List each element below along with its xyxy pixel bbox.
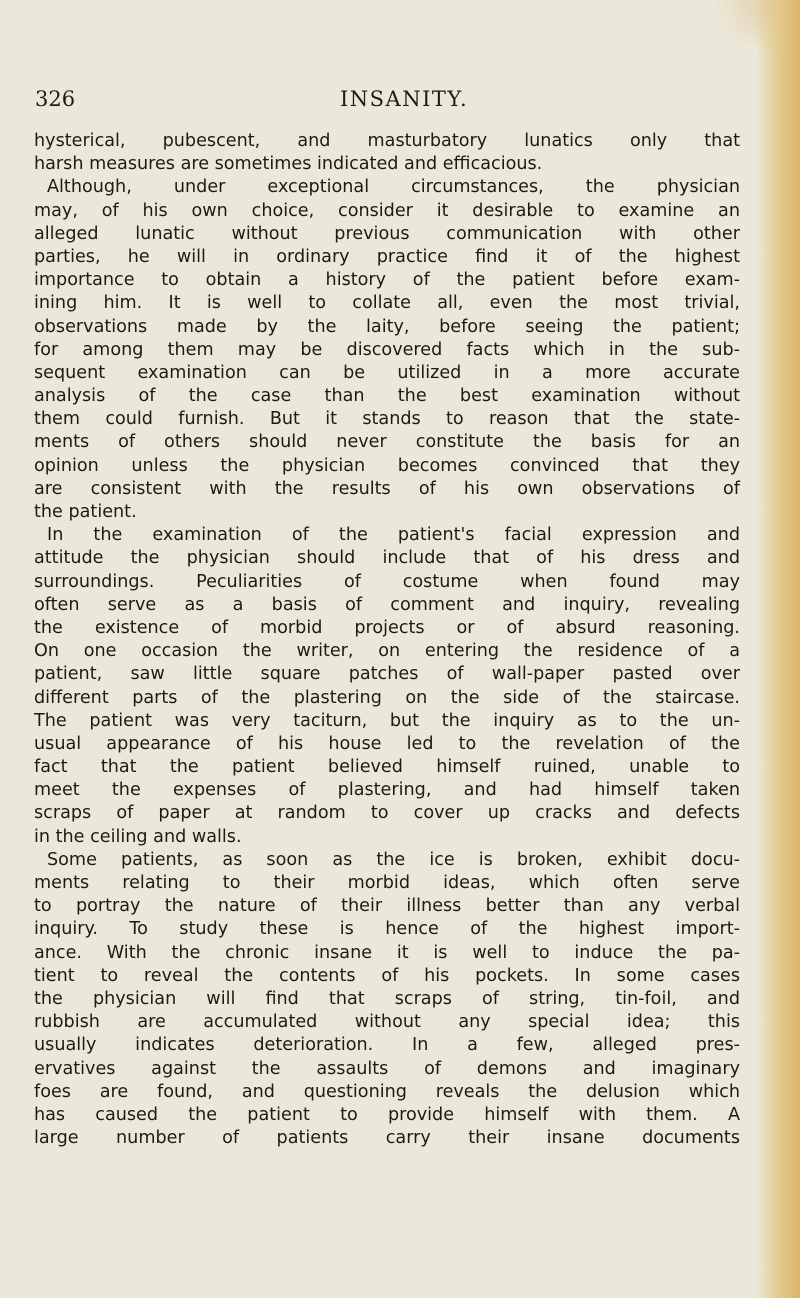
text-line: patient, saw little square patches of wall-paper pasted over bbox=[34, 664, 740, 685]
text-line: them could furnish. But it stands to reason that the state- bbox=[34, 409, 740, 430]
text-line: the patient. bbox=[34, 502, 137, 522]
text-line: ance. With the chronic insane it is well to induce the pa- bbox=[34, 942, 740, 963]
text-line: different parts of the plastering on the side of the staircase. bbox=[34, 687, 740, 708]
page-edge-shadow bbox=[756, 0, 800, 1298]
text-line: foes are found, and questioning reveals the delusion which bbox=[34, 1081, 740, 1102]
text-line: analysis of the case than the best examination without bbox=[34, 386, 740, 407]
text-line: scraps of paper at random to cover up cracks and defects bbox=[34, 803, 740, 824]
text-line: alleged lunatic without previous communication with other bbox=[34, 223, 740, 244]
text-line: In the examination of the patient's facial expression and bbox=[47, 525, 740, 546]
text-line: surroundings. Peculiarities of costume when found may bbox=[34, 571, 740, 592]
text-line: has caused the patient to provide himself with them. A bbox=[34, 1104, 740, 1125]
text-line: sequent examination can be utilized in a more accurate bbox=[34, 362, 740, 383]
text-line: meet the expenses of plastering, and had himself taken bbox=[34, 780, 740, 801]
text-line: for among them may be discovered facts which in the sub- bbox=[34, 339, 740, 360]
text-line: fact that the patient believed himself ruined, unable to bbox=[34, 757, 740, 778]
text-line: observations made by the laity, before seeing the patient; bbox=[34, 316, 740, 337]
text-line: usual appearance of his house led to the revelation of the bbox=[34, 733, 740, 754]
text-line: in the ceiling and walls. bbox=[34, 826, 242, 847]
text-line: The patient was very taciturn, but the inquiry as to the un- bbox=[34, 710, 740, 731]
text-line: On one occasion the writer, on entering the residence of a bbox=[34, 641, 740, 662]
text-line: may, of his own choice, consider it desirable to examine an bbox=[34, 200, 740, 221]
text-line: harsh measures are sometimes indicated and efficacious. bbox=[34, 154, 543, 175]
text-line: are consistent with the results of his own observations of bbox=[34, 478, 740, 499]
text-line: Although, under exceptional circumstances, the physician bbox=[47, 177, 740, 198]
text-line: the existence of morbid projects or of absurd reasoning. bbox=[34, 617, 740, 638]
page-number: 326 bbox=[35, 87, 76, 111]
text-line: ervatives against the assaults of demons and imaginary bbox=[34, 1058, 740, 1079]
text-line: large number of patients carry their insane documents bbox=[34, 1128, 740, 1149]
text-line: attitude the physician should include that of his dress and bbox=[34, 548, 740, 569]
text-line: opinion unless the physician becomes convinced that they bbox=[34, 455, 740, 476]
text-line: parties, he will in ordinary practice find it of the highest bbox=[34, 246, 740, 267]
text-line: hysterical, pubescent, and masturbatory lunatics only that bbox=[34, 131, 740, 151]
running-title: INSANITY. bbox=[340, 87, 469, 111]
text-line: the physician will find that scraps of string, tin-foil, and bbox=[34, 988, 740, 1009]
text-line: ments of others should never constitute the basis for an bbox=[34, 432, 740, 453]
text-line: often serve as a basis of comment and inquiry, revealing bbox=[34, 594, 740, 615]
text-line: importance to obtain a history of the patient before exam- bbox=[34, 270, 740, 291]
text-line: to portray the nature of their illness better than any verbal bbox=[34, 896, 740, 917]
text-line: Some patients, as soon as the ice is broken, exhibit docu- bbox=[47, 849, 740, 870]
running-head bbox=[35, 87, 735, 117]
text-line: ining him. It is well to collate all, even the most trivial, bbox=[34, 293, 740, 314]
text-line: ments relating to their morbid ideas, which often serve bbox=[34, 873, 740, 893]
text-line: inquiry. To study these is hence of the highest import- bbox=[34, 919, 740, 940]
text-line: usually indicates deterioration. In a few, alleged pres- bbox=[34, 1035, 740, 1056]
text-line: tient to reveal the contents of his pockets. In some cases bbox=[34, 965, 740, 986]
text-line: rubbish are accumulated without any special idea; this bbox=[34, 1012, 740, 1033]
body-text bbox=[34, 130, 740, 1150]
